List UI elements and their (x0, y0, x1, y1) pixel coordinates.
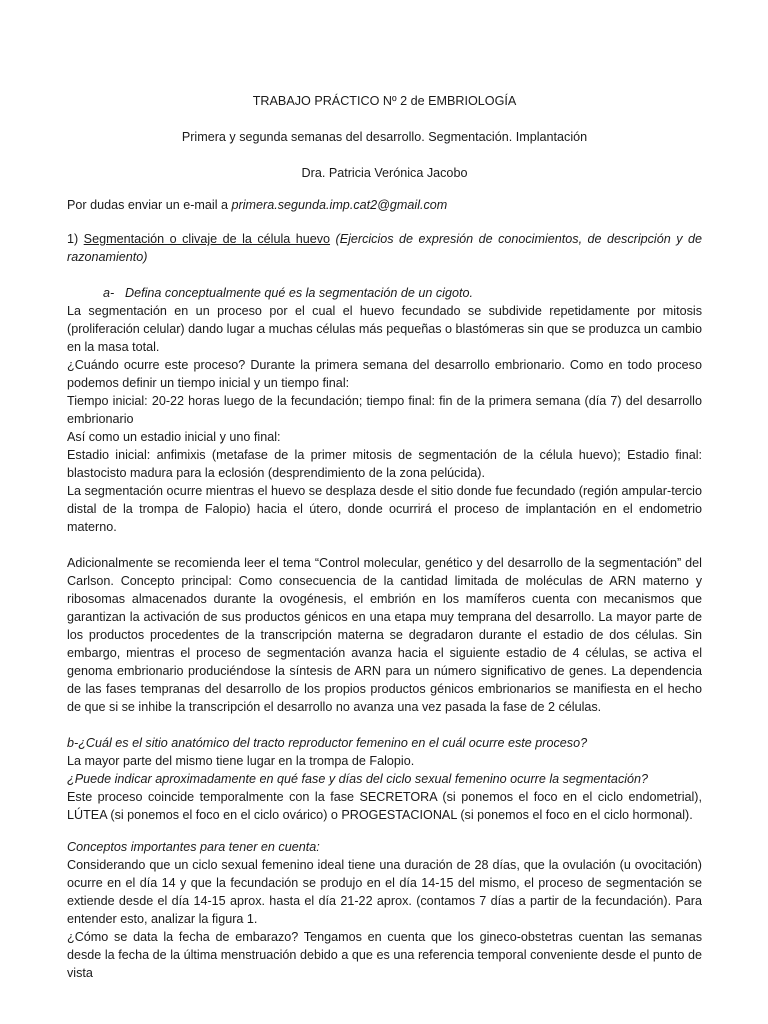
document-subtitle: Primera y segunda semanas del desarrollo. Segmentación. Implantación (181, 130, 588, 144)
answer-b: La mayor parte del mismo tiene lugar en la trompa de Falopio. (67, 754, 415, 768)
document-author: Dra. Patricia Verónica Jacobo (301, 166, 468, 180)
question-a-text: Defina conceptualmente qué es la segmentación de un cigoto. (125, 286, 473, 300)
answer-a-paragraph-6: La segmentación ocurre mientras el huevo se desplaza desde el sitio donde fue fecundado (región ampular-tercio distal de la trompa de Falopio) hacia el útero, donde ocurrirá el proceso de implantación en el endometrio materno. (67, 484, 702, 534)
section-1-heading (67, 230, 702, 266)
question-a (67, 284, 702, 302)
question-b2: ¿Puede indicar aproximadamente en qué fase y días del ciclo sexual femenino ocurre la segmentación? (67, 772, 649, 786)
spacer (67, 716, 702, 734)
answer-a-paragraph-4: Así como un estadio inicial y uno final: (67, 430, 281, 444)
section-title: Segmentación o clivaje de la célula huevo (83, 232, 331, 246)
section-number: 1) (67, 232, 84, 246)
question-b: b-¿Cuál es el sitio anatómico del tracto reproductor femenino en el cuál ocurre este proceso? (67, 736, 588, 750)
concepts-paragraph-2: ¿Cómo se data la fecha de embarazo? Tengamos en cuenta que los gineco-obstetras cuentan las semanas desde la fecha de la última menstruación debido a que es una referencia temporal conveniente desde el punto de vista (67, 930, 702, 980)
spacer (67, 824, 702, 838)
document-title: TRABAJO PRÁCTICO Nº 2 de EMBRIOLOGÍA (252, 94, 517, 108)
contact-prefix: Por dudas enviar un e-mail a (67, 198, 232, 212)
answer-a-paragraph-1: La segmentación en un proceso por el cual el huevo fecundado se subdivide repetidamente por mitosis (proliferación celular) dando lugar a muchas células más pequeñas o blastómeras sin que se produzca un cambio en la masa total. (67, 304, 702, 354)
section-note: (Ejercicios de expresión de conocimientos, de descripción y de razonamiento) (67, 232, 702, 264)
additional-reading-paragraph: Adicionalmente se recomienda leer el tema “Control molecular, genético y del desarrollo de la segmentación” del Carlson. Concepto principal: Como consecuencia de la cantidad limitada de moléculas de ARN materno y ribosomas almacenados durante la ovogénesis, el embrión en los mamíferos cuenta con mecanismos que garantizan la activación de sus productos génicos en una etapa muy temprana del desarrollo. La mayor parte de los productos procedentes de la transcripción materna se degradaron durante el estadio de dos células. Sin embargo, mientras el proceso de segmentación avanza hacia el siguiente estadio de 4 células, se activa el genoma embrionario produciéndose la síntesis de ARN para un número significativo de genes. La dependencia de las fases tempranas del desarrollo de los propios productos génicos embrionarios se manifiesta en el hecho de que si se inhibe la transcripción el desarrollo no avanza una vez pasada la fase de 2 células. (67, 556, 702, 714)
question-a-label: a- (103, 286, 115, 300)
spacer (67, 536, 702, 554)
concepts-paragraph-1: Considerando que un ciclo sexual femenino ideal tiene una duración de 28 días, que la ovulación (u ovocitación) ocurre en el día 14 y que la fecundación se produjo en el día 14-15 del mismo, el proceso de segmentación se extiende desde el día 14-15 aprox. hasta el día 21-22 aprox. (contamos 7 días a partir de la fecundación). Para entender esto, analizar la figura 1. (67, 858, 702, 926)
concepts-heading: Conceptos importantes para tener en cuenta: (67, 840, 320, 854)
contact-line (67, 196, 702, 214)
answer-a-paragraph-5: Estadio inicial: anfimixis (metafase de la primer mitosis de segmentación de la célula huevo); Estadio final: blastocisto madura para la eclosión (desprendimiento de la zona pelúcida). (67, 448, 702, 480)
answer-b2: Este proceso coincide temporalmente con la fase SECRETORA (si ponemos el foco en el ciclo endometrial), LÚTEA (si ponemos el foco en el ciclo ovárico) o PROGESTACIONAL (si ponemos el foco en el ciclo hormonal). (67, 790, 702, 822)
answer-a-paragraph-3: Tiempo inicial: 20-22 horas luego de la fecundación; tiempo final: fin de la primera semana (día 7) del desarrollo embrionario (67, 394, 702, 426)
contact-email: primera.segunda.imp.cat2@gmail.com (231, 198, 448, 212)
answer-a-paragraph-2: ¿Cuándo ocurre este proceso? Durante la primera semana del desarrollo embrionario. Como en todo proceso podemos definir un tiempo inicial y un tiempo final: (67, 358, 702, 390)
